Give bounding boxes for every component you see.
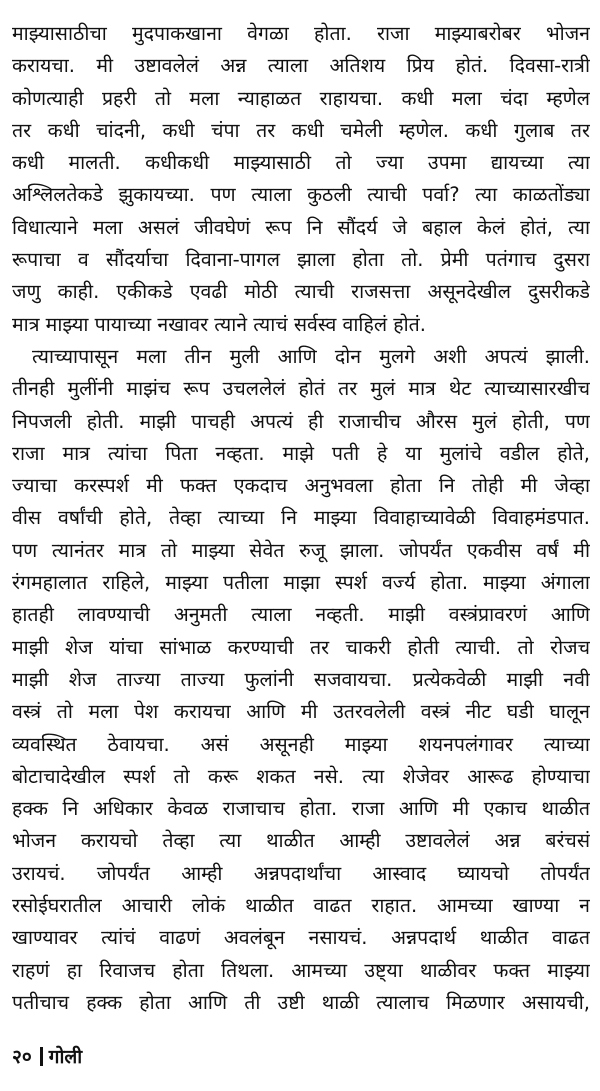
paragraph-2	[12, 341, 590, 1019]
text-line: वीस वर्षांची होते, तेव्हा त्याच्या नि माझ्या विवाहाच्यावेळी विवाहमंडपात.	[12, 506, 590, 530]
text-line: त्याच्यापासून मला तीन मुली आणि दोन मुलगे अशी अपत्यं झाली.	[32, 344, 590, 368]
paragraph-1	[12, 18, 590, 341]
text-line: ज्याचा करस्पर्श मी फक्त एकदाच अनुभवला होता नि तोही मी जेव्हा	[12, 474, 590, 498]
text-line: मात्र माझ्या पायाच्या नखावर त्याने त्याचं सर्वस्व वाहिलं होतं.	[12, 312, 426, 336]
text-line: उरायचं. जोपर्यंत आम्ही अन्नपदार्थांचा आस्वाद घ्यायचो तोपर्यंत	[12, 861, 590, 885]
text-line: राहणं हा रिवाजच होता तिथला. आमच्या उष्ट्या थाळीवर फक्त माझ्या	[12, 958, 590, 982]
text-line: माझ्यासाठीचा मुदपाकखाना वेगळा होता. राजा माझ्याबरोबर भोजन	[12, 22, 590, 45]
text-line: रंगमहालात राहिले, माझ्या पतीला माझा स्पर्श वर्ज्य होता. माझ्या अंगाला	[12, 571, 590, 595]
page-number: २०	[12, 1046, 32, 1068]
text-line: रसोईघरातील आचारी लोकं थाळीत वाढत राहात. आमच्या खाण्या न	[12, 894, 590, 918]
text-line: हक्क नि अधिकार केवळ राजाचाच होता. राजा आणि मी एकाच थाळीत	[12, 797, 590, 821]
text-line: माझी शेज यांचा सांभाळ करण्याची तर चाकरी होती त्याची. तो रोजच	[12, 635, 590, 659]
text-line: बोटाचादेखील स्पर्श तो करू शकत नसे. त्या शेजेवर आरूढ होण्याचा	[12, 764, 590, 788]
text-line: वस्त्रं तो मला पेश करायचा आणि मी उतरवलेली वस्त्रं नीट घडी घालून	[12, 700, 590, 724]
text-line: माझी शेज ताज्या ताज्या फुलांनी सजवायचा. प्रत्येकवेळी माझी नवी	[12, 667, 590, 691]
text-line: राजा मात्र त्यांचा पिता नव्हता. माझे पती हे या मुलांचे वडील होते,	[12, 441, 590, 465]
text-line: कोणत्याही प्रहरी तो मला न्याहाळत राहायचा. कधी मला चंदा म्हणेल	[12, 86, 590, 110]
text-line: करायचा. मी उष्टावलेलं अन्न त्याला अतिशय प्रिय होतं. दिवसा-रात्री	[12, 54, 590, 78]
text-line: जणु काही. एकीकडे एवढी मोठी त्याची राजसत्ता असूनदेखील दुसरीकडे	[12, 280, 590, 304]
text-line: निपजली होती. माझी पाचही अपत्यं ही राजाचीच औरस मुलं होती, पण	[12, 409, 590, 433]
text-line: पतीचाच हक्क होता आणि ती उष्टी थाळी त्यालाच मिळणार असायची,	[12, 990, 590, 1014]
text-line: विधात्याने मला असलं जीवघेणं रूप नि सौंदर्य जे बहाल केलं होतं, त्या	[12, 215, 590, 239]
text-line: कधी मालती. कधीकधी माझ्यासाठी तो ज्या उपमा द्यायच्या त्या	[12, 151, 590, 175]
text-line: हातही लावण्याची अनुमती त्याला नव्हती. माझी वस्त्रंप्रावरणं आणि	[12, 603, 590, 627]
text-line: अश्लिलतेकडे झुकायच्या. पण त्याला कुठली त्याची पर्वा? त्या काळतोंड्या	[12, 183, 590, 207]
book-title: गोली	[48, 1046, 83, 1068]
page-footer	[12, 1044, 82, 1070]
text-line: व्यवस्थित ठेवायचा. असं असूनही माझ्या शयनपलंगावर त्याच्या	[12, 732, 590, 756]
text-line: तीनही मुलींनी माझंच रूप उचललेलं होतं तर मुलं मात्र थेट त्याच्यासारखीच	[12, 377, 590, 401]
text-line: तर कधी चांदनी, कधी चंपा तर कधी चमेली म्हणेल. कधी गुलाब तर	[12, 118, 590, 142]
text-line: पण त्यानंतर मात्र तो माझ्या सेवेत रुजू झाला. जोपर्यंत एकवीस वर्षं मी	[12, 538, 590, 562]
text-line: खाण्यावर त्यांचं वाढणं अवलंबून नसायचं. अन्नपदार्थ थाळीत वाढत	[12, 926, 590, 950]
text-line: भोजन करायचो तेव्हा त्या थाळीत आम्ही उष्टावलेलं अन्न बरंचसं	[12, 829, 590, 853]
footer-divider	[40, 1047, 43, 1066]
text-line: रूपाचा व सौंदर्याचा दिवाना-पागल झाला होता तो. प्रेमी पतंगाच दुसरा	[12, 248, 590, 272]
body-text	[12, 18, 590, 1019]
